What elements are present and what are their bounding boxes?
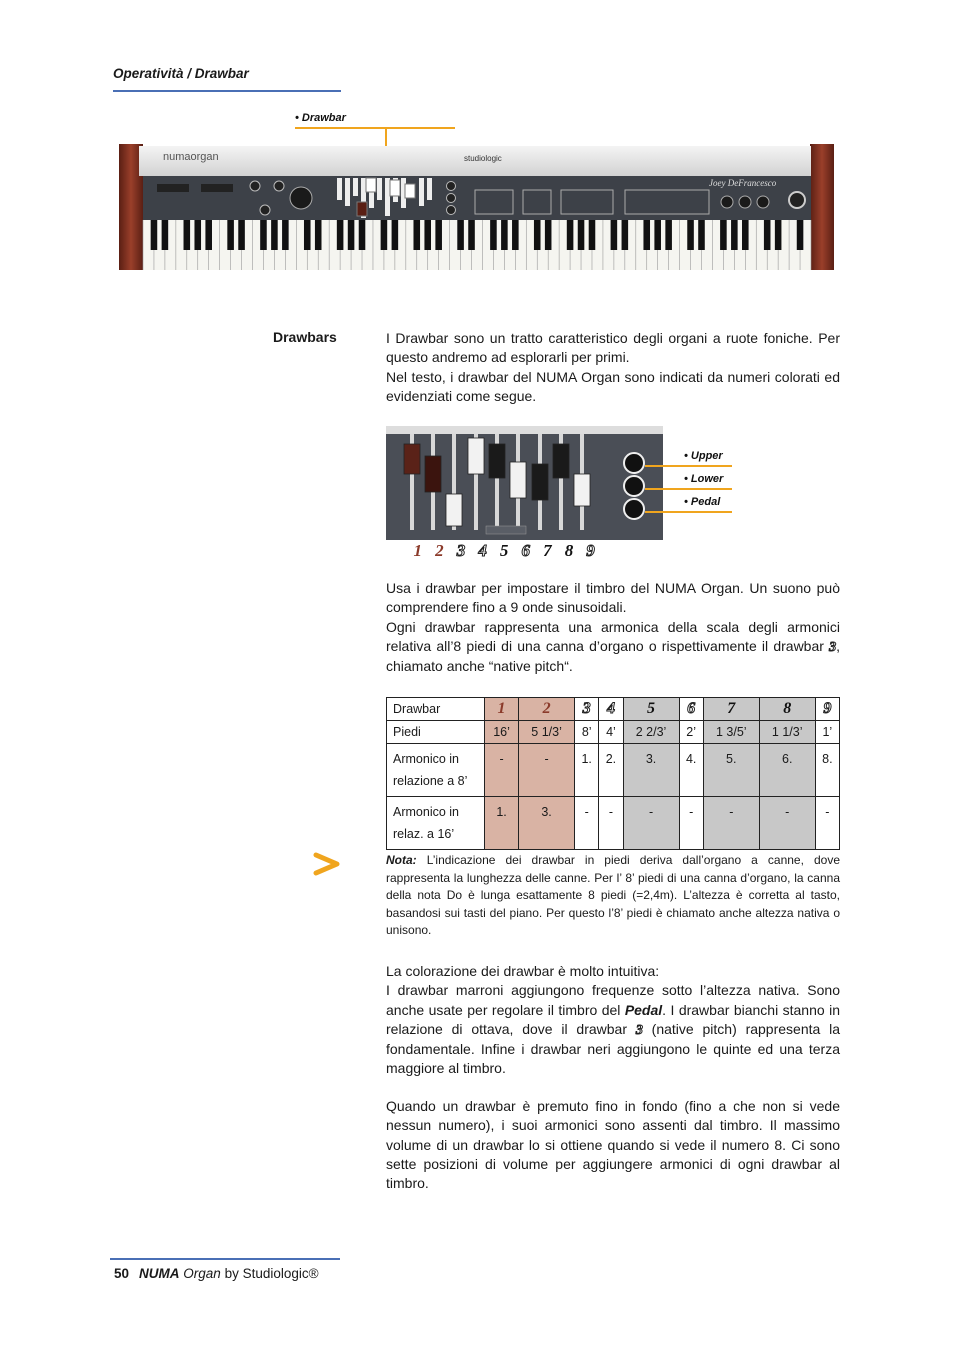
- table-row-label: Armonico in relazione a 8’: [387, 744, 485, 797]
- table-cell: 5 1/3’: [519, 721, 575, 744]
- table-row: [387, 721, 840, 744]
- drawbar-number: 6: [521, 541, 531, 560]
- drawbar-photo: [386, 426, 663, 540]
- intro-paragraph-1: I Drawbar sono un tratto caratteristico degli organi a ruote foniche. Per questo andremo ad esplorarli per primi.: [386, 330, 840, 366]
- callout-line: [295, 127, 455, 129]
- table-cell: 3.: [519, 797, 575, 850]
- harmonics-table: [386, 697, 840, 850]
- drawbar-number: 3: [456, 541, 466, 560]
- note-label: Nota:: [386, 853, 417, 867]
- lower-label: • Lower: [684, 473, 724, 485]
- color-line-1: La colorazione dei drawbar è molto intuitiva:: [386, 963, 660, 979]
- footer-rule: [110, 1258, 340, 1260]
- table-cell: 6: [679, 698, 703, 721]
- upper-callout-line: [645, 465, 732, 467]
- table-cell: 2: [519, 698, 575, 721]
- table-row-label: Armonico in relaz. a 16’: [387, 797, 485, 850]
- section-header: Operatività / Drawbar: [113, 66, 249, 81]
- table-cell: 4: [599, 698, 623, 721]
- table-cell: 1’: [815, 721, 839, 744]
- table-cell: 9: [815, 698, 839, 721]
- color-line-2: I drawbar marroni aggiungono frequenze sotto l’altezza nativa. Sono anche usate per regolare il timbro del Pedal. I drawbar bianchi stanno in relazione di ottava, dove il drawbar 3 (native pitch) rappresenta la fondamentale. Infine i drawbar neri aggiungono le quinte ed una terza maggiore al timbro.: [386, 982, 841, 1077]
- drawbar-number: 4: [478, 541, 487, 560]
- usage-line-1: Usa i drawbar per impostare il timbro del NUMA Organ. Un suono può comprendere fino a 9 onde sinusoidali.: [386, 580, 840, 616]
- table-cell: 4’: [599, 721, 623, 744]
- table-cell: 2.: [599, 744, 623, 797]
- footer-brand: NUMA: [139, 1266, 180, 1281]
- drawbar-ref-number: 3: [829, 639, 837, 655]
- table-cell: 8’: [575, 721, 599, 744]
- table-row: [387, 797, 840, 850]
- note-block: [386, 852, 840, 940]
- table-cell: -: [485, 744, 519, 797]
- organ-logo-text: studiologic: [464, 154, 502, 163]
- pedal-label: • Pedal: [684, 496, 721, 508]
- page-number: 50: [114, 1266, 130, 1281]
- table-row: [387, 698, 840, 721]
- pedal-term: Pedal: [624, 1001, 663, 1018]
- note-text: L’indicazione dei drawbar in piedi deriva dall’organo a canne, dove rappresenta la lunghezza delle canne. Per l’ 8’ piedi di una canna d’organo, la canna della nota Do è lunga esattamente 8 piedi (=2,4m). L’altezza è corretta al tasto, basandosi sui tasti del piano. Per questo l’8’ piedi è chiamato anche altezza nativa o unisono.: [386, 853, 840, 938]
- table-cell: 2 2/3’: [623, 721, 679, 744]
- drawbar-number: 2: [435, 541, 444, 560]
- section-rule: [113, 90, 341, 92]
- table-cell: 1.: [575, 744, 599, 797]
- table-cell: -: [519, 744, 575, 797]
- table-cell: 3: [575, 698, 599, 721]
- drawbar-number: 8: [564, 541, 574, 560]
- footer-organ: Organ: [183, 1266, 221, 1281]
- table-row: [387, 744, 840, 797]
- drawbar-ref-number: 3: [635, 1022, 643, 1038]
- table-cell: -: [599, 797, 623, 850]
- table-cell: 1: [485, 698, 519, 721]
- footer-by: by Studiologic®: [224, 1266, 319, 1281]
- drawbar-number: 1: [413, 541, 423, 560]
- table-cell: -: [759, 797, 815, 850]
- table-row-label: Drawbar: [387, 698, 485, 721]
- table-cell: 5.: [703, 744, 759, 797]
- drawbar-callout-label: • Drawbar: [295, 112, 346, 124]
- intro-paragraph-2: Nel testo, i drawbar del NUMA Organ sono indicati da numeri colorati ed evidenziati come segue.: [386, 368, 840, 404]
- table-cell: 2’: [679, 721, 703, 744]
- table-cell: 3.: [623, 744, 679, 797]
- footer: [114, 1266, 319, 1281]
- table-cell: 5: [623, 698, 679, 721]
- note-arrow-icon: [313, 852, 341, 876]
- table-cell: -: [623, 797, 679, 850]
- table-cell: -: [575, 797, 599, 850]
- drawbar-number: 5: [499, 541, 509, 560]
- table-row-label: Piedi: [387, 721, 485, 744]
- pedal-callout-line: [645, 511, 732, 513]
- lower-callout-line: [645, 488, 732, 490]
- drawbar-number: 9: [586, 541, 595, 560]
- table-cell: -: [679, 797, 703, 850]
- upper-label: • Upper: [684, 450, 723, 462]
- usage-line-2: Ogni drawbar rappresenta una armonica della scala degli armonici relativa all’8 piedi di una canna d’organo o rispettivamente il drawbar 3, chiamato anche “native pitch“.: [386, 618, 840, 675]
- table-cell: 8.: [815, 744, 839, 797]
- organ-brand-text: numaorgan: [163, 151, 219, 163]
- organ-illustration: [119, 144, 834, 270]
- drawbar-volume-paragraph: [386, 1097, 840, 1193]
- organ-signature: Joey DeFrancesco: [709, 178, 777, 188]
- table-cell: 6.: [759, 744, 815, 797]
- table-cell: 16’: [485, 721, 519, 744]
- drawbars-side-label: Drawbars: [273, 329, 337, 345]
- drawbar-number: 7: [543, 541, 552, 560]
- table-cell: 8: [759, 698, 815, 721]
- drawbars-intro: [386, 329, 840, 406]
- drawbar-number-row: [407, 541, 601, 561]
- table-cell: -: [703, 797, 759, 850]
- volume-text: Quando un drawbar è premuto fino in fondo (fino a che non si vede nessun numero), i suoi armonici sono assenti dal timbro. Il massimo volume di un drawbar lo si ottiene quando si vede il numero 8. Ci sono sette posizioni di volume per aggiungere armonici di ogni drawbar al timbro.: [386, 1098, 840, 1192]
- drawbar-usage-paragraph: [386, 579, 840, 676]
- table-cell: 7: [703, 698, 759, 721]
- table-cell: 1 3/5’: [703, 721, 759, 744]
- drawbar-color-paragraph: [386, 962, 840, 1079]
- table-cell: 4.: [679, 744, 703, 797]
- table-cell: -: [815, 797, 839, 850]
- table-cell: 1.: [485, 797, 519, 850]
- table-cell: 1 1/3’: [759, 721, 815, 744]
